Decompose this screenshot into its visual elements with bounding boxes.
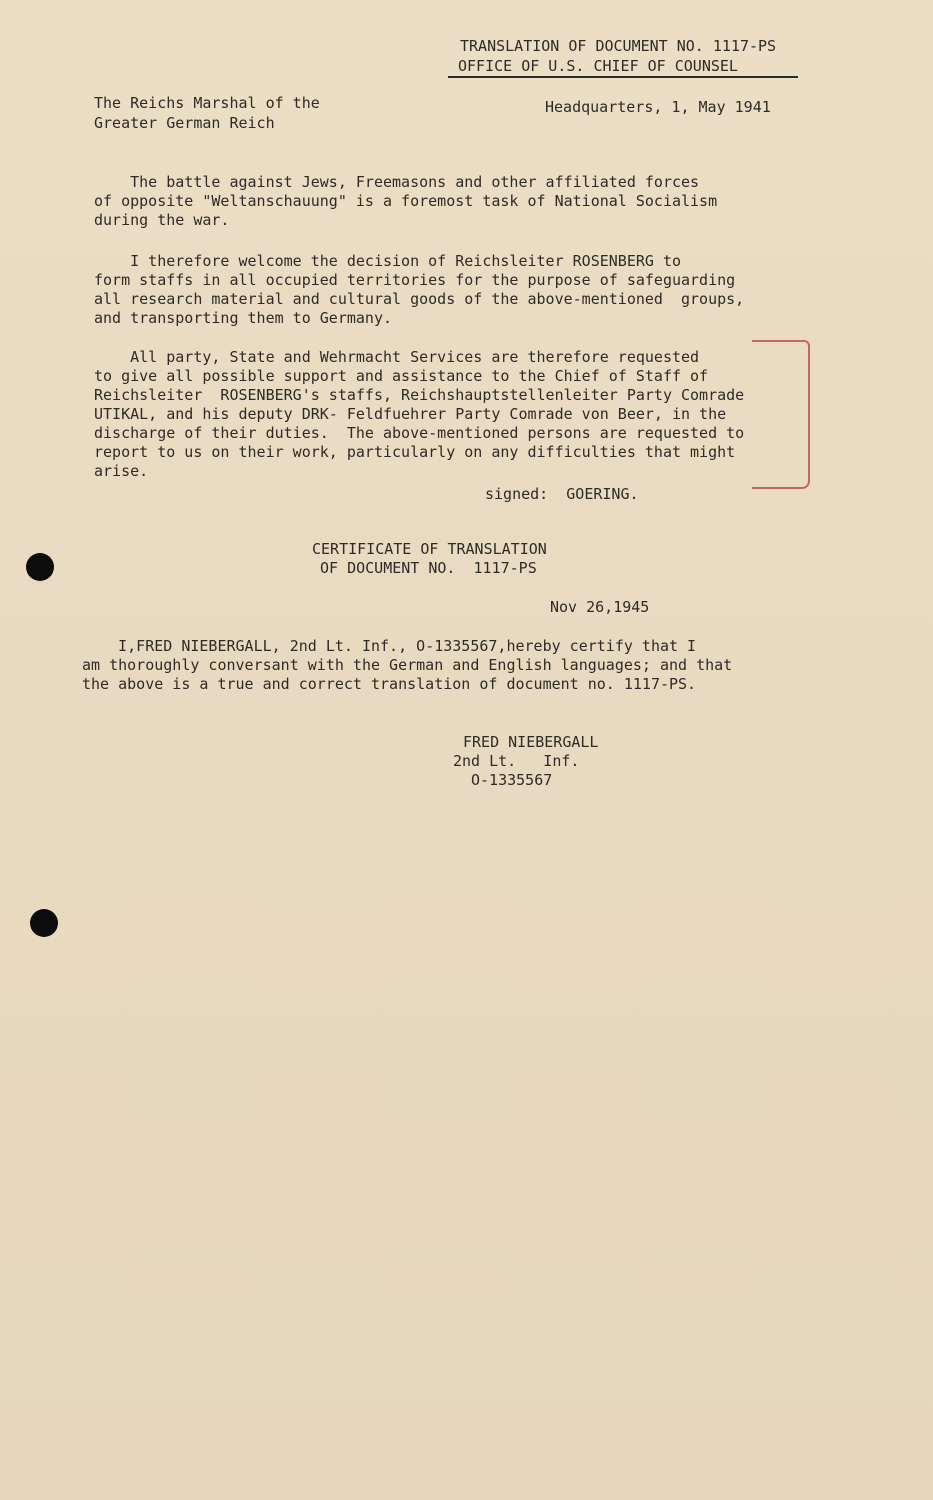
certificate-title-2: OF DOCUMENT NO. 1117-PS — [320, 559, 537, 577]
paragraph2-line-4: and transporting them to Germany. — [94, 309, 393, 327]
paragraph1-line-2: of opposite "Weltanschauung" is a foremost task of National Socialism — [94, 192, 718, 210]
sender-line-1: The Reichs Marshal of the — [94, 94, 320, 112]
paragraph3-line-5: discharge of their duties. The above-mentioned persons are requested to — [94, 424, 745, 442]
translator-rank: 2nd Lt. Inf. — [453, 752, 580, 770]
certificate-body-line-3: the above is a true and correct translation of document no. 1117-PS. — [82, 675, 697, 693]
certificate-title-1: CERTIFICATE OF TRANSLATION — [312, 540, 547, 558]
punch-hole-bottom — [30, 909, 58, 937]
translator-serial: O-1335567 — [471, 771, 553, 789]
punch-hole-top — [26, 553, 54, 581]
sender-line-2: Greater German Reich — [94, 114, 275, 132]
signature-goering: signed: GOERING. — [485, 485, 639, 503]
paragraph2-line-3: all research material and cultural goods of the above-mentioned groups, — [94, 290, 745, 308]
header-underline — [448, 76, 798, 78]
certificate-body-line-2: am thoroughly conversant with the German and English languages; and that — [82, 656, 733, 674]
paragraph3-line-3: Reichsleiter ROSENBERG's staffs, Reichshauptstellenleiter Party Comrade — [94, 386, 745, 404]
red-pencil-bracket — [752, 340, 810, 489]
header-line-1: TRANSLATION OF DOCUMENT NO. 1117-PS — [460, 37, 777, 55]
paragraph2-line-2: form staffs in all occupied territories for the purpose of safeguarding — [94, 271, 736, 289]
paragraph1-line-1: The battle against Jews, Freemasons and other affiliated forces — [94, 173, 700, 191]
paragraph3-line-6: report to us on their work, particularly on any difficulties that might — [94, 443, 736, 461]
certificate-body-line-1: I,FRED NIEBERGALL, 2nd Lt. Inf., O-1335567,hereby certify that I — [82, 637, 697, 655]
header-line-2: OFFICE OF U.S. CHIEF OF COUNSEL — [458, 57, 738, 75]
paragraph3-line-1: All party, State and Wehrmacht Services are therefore requested — [94, 348, 700, 366]
paragraph3-line-7: arise. — [94, 462, 149, 480]
paragraph3-line-4: UTIKAL, and his deputy DRK- Feldfuehrer Party Comrade von Beer, in the — [94, 405, 727, 423]
paragraph3-line-2: to give all possible support and assistance to the Chief of Staff of — [94, 367, 709, 385]
translator-name: FRED NIEBERGALL — [463, 733, 599, 751]
paragraph2-line-1: I therefore welcome the decision of Reichsleiter ROSENBERG to — [94, 252, 681, 270]
certificate-date: Nov 26,1945 — [550, 598, 650, 616]
paragraph1-line-3: during the war. — [94, 211, 230, 229]
place-date: Headquarters, 1, May 1941 — [545, 98, 771, 116]
